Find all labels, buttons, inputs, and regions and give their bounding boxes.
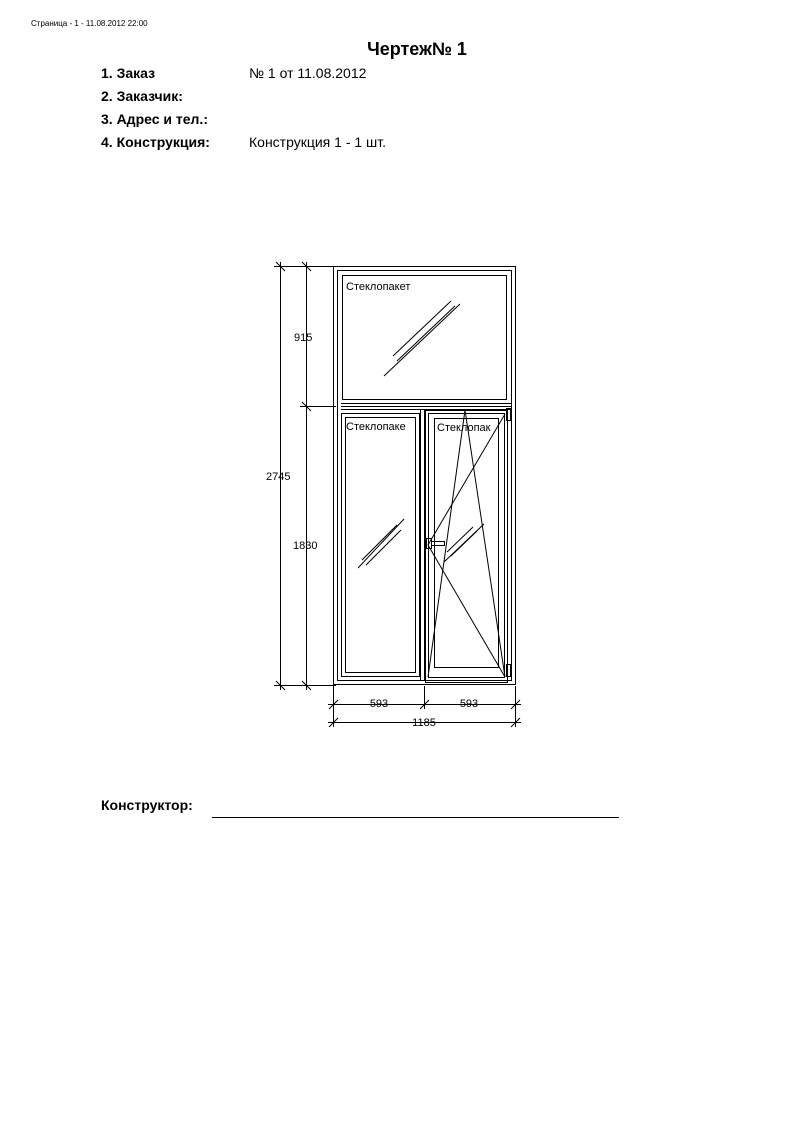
transom-pane [341,276,511,410]
dim-left-width: 593 [369,698,389,710]
page-header-stamp: Страница - 1 - 11.08.2012 22:00 [31,19,148,28]
dim-top-height: 915 [294,332,313,344]
info-label: 4. Конструкция: [101,134,210,150]
dim-total-width: 1185 [412,717,436,729]
left-fixed-pane [342,410,425,681]
dim-bottom-height: 1830 [293,540,318,552]
info-value: № 1 от 11.08.2012 [249,65,367,81]
dim-right-width: 593 [459,698,479,710]
page-title: Чертеж№ 1 [367,39,467,59]
glass-label-left: Стеклопаке [346,421,406,433]
dim-total-height: 2745 [266,471,291,483]
info-label: 2. Заказчик: [101,88,183,104]
info-label: 3. Адрес и тел.: [101,111,208,127]
glass-label-top: Стеклопакет [346,281,411,293]
glass-label-right: Стеклопак [437,422,491,434]
info-value: Конструкция 1 - 1 шт. [249,134,387,150]
right-sash [426,409,511,683]
signature-line [212,817,619,818]
constructor-label: Конструктор: [101,797,193,813]
info-label: 1. Заказ [101,65,156,81]
